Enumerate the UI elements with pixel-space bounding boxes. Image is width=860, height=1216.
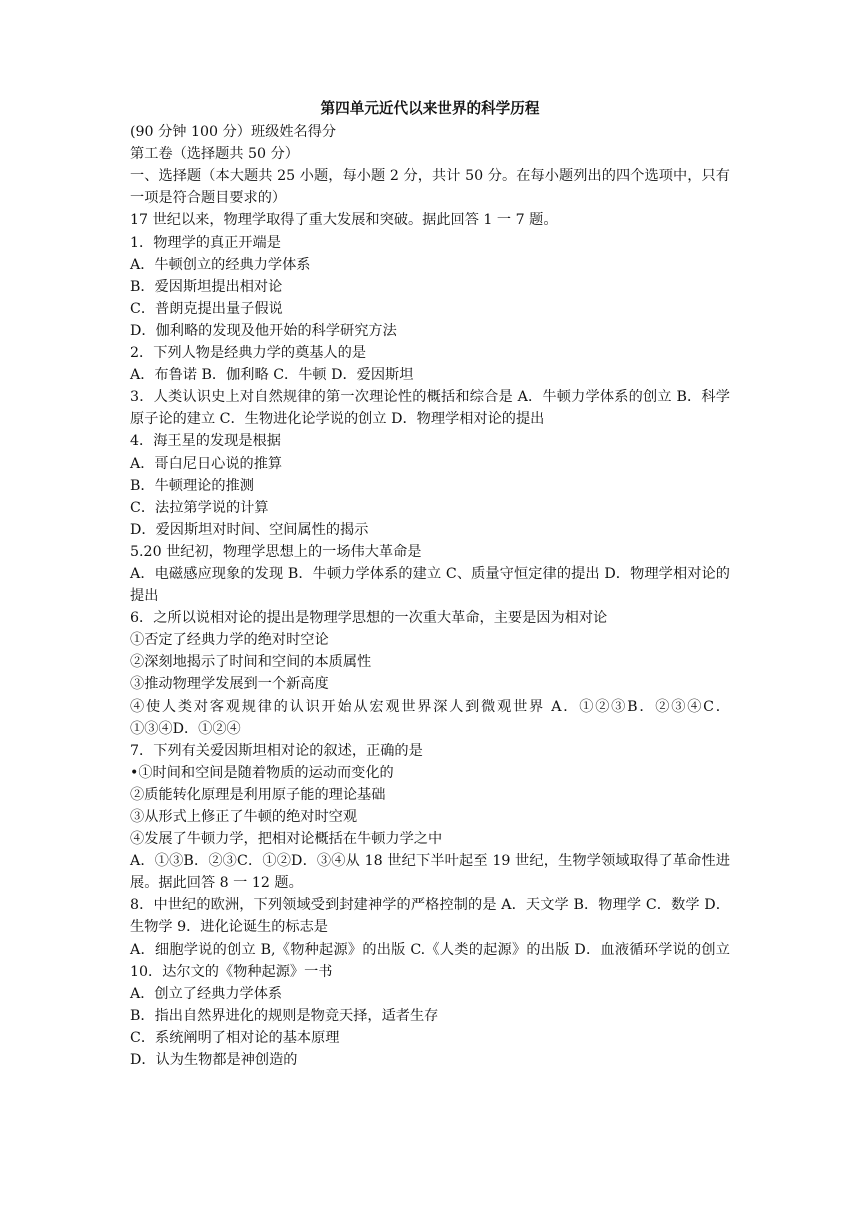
question-text: 1．物理学的真正开端是 bbox=[130, 234, 281, 251]
question-text: 8．中世纪的欧洲，下列领域受到封建神学的严格控制的是 A．天文学 B．物理学 C．数学 D．生物学 9．进化论诞生的标志是 bbox=[130, 897, 730, 936]
question-text: 3．人类认识史上对自然规律的第一次理论性的概括和综合是 A．牛顿力学体系的创立 B．科学原子论的建立 C．生物进化论学说的创立 D．物理学相对论的提出 bbox=[130, 389, 730, 428]
answer-option: A．牛顿创立的经典力学体系 bbox=[130, 256, 311, 273]
statement-item: ④发展了牛顿力学，把相对论概括在牛顿力学之中 bbox=[130, 831, 443, 848]
answer-option: D．认为生物都是神创造的 bbox=[130, 1052, 298, 1069]
statement-item: ③推动物理学发展到一个新高度 bbox=[130, 676, 329, 693]
answer-option: A．布鲁诺 B．伽利略 C．牛顿 D．爱因斯坦 bbox=[130, 367, 414, 384]
instructions: 一、选择题（本大题共 25 小题，每小题 2 分，共计 50 分。在每小题列出的四个选项中，只有一项是符合题目要求的） bbox=[130, 168, 730, 207]
document-title: 第四单元近代以来世界的科学历程 bbox=[320, 100, 540, 117]
statement-item: ②深刻地揭示了时间和空间的本质属性 bbox=[130, 654, 372, 671]
answer-option: A．创立了经典力学体系 bbox=[130, 985, 283, 1002]
answer-option: A．电磁感应现象的发现 B．牛顿力学体系的建立 C、质量守恒定律的提出 D．物理学相对论的提出 bbox=[130, 565, 730, 605]
answer-option: A．①③B．②③C．①②D．③④从 18 世纪下半叶起至 19 世纪，生物学领域取得了革命性进展。据此回答 8 一 12 题。 bbox=[130, 853, 730, 892]
answer-option: D．爱因斯坦对时间、空间属性的揭示 bbox=[130, 521, 369, 538]
document-body bbox=[130, 121, 730, 1071]
answer-option: A．哥白尼日心说的推算 bbox=[130, 455, 283, 472]
question-group-intro: 17 世纪以来，物理学取得了重大发展和突破。据此回答 1 一 7 题。 bbox=[130, 212, 558, 229]
exam-header: (90 分钟 100 分）班级姓名得分 bbox=[130, 124, 337, 141]
answer-option: B．牛顿理论的推测 bbox=[130, 477, 254, 494]
question-text: 2．下列人物是经典力学的奠基人的是 bbox=[130, 345, 367, 362]
question-text: 6．之所以说相对论的提出是物理学思想的一次重大革命，主要是因为相对论 bbox=[130, 610, 608, 627]
statement-item: ③从形式上修正了牛顿的绝对时空观 bbox=[130, 809, 358, 825]
answer-option: B．指出自然界进化的规则是物竞天择，适者生存 bbox=[130, 1007, 439, 1024]
statement-item: ①否定了经典力学的绝对时空论 bbox=[130, 632, 329, 649]
question-text: 4．海王星的发现是根据 bbox=[130, 433, 281, 450]
answer-option: C．普朗克提出量子假说 bbox=[130, 300, 283, 317]
section-heading: 第工卷（选择题共 50 分） bbox=[130, 146, 299, 163]
statement-item: ②质能转化原理是利用原子能的理论基础 bbox=[130, 786, 386, 803]
answer-option: B．爱因斯坦提出相对论 bbox=[130, 278, 283, 295]
document-page bbox=[130, 98, 730, 1071]
question-text: 7．下列有关爱因斯坦相对论的叙述，正确的是 bbox=[130, 742, 423, 759]
answer-option: C．法拉第学说的计算 bbox=[130, 499, 269, 516]
statement-item: ④使人类对客观规律的认识开始从宏观世界深人到微观世界 A．①②③B．②③④C．①③④D．①②④ bbox=[130, 698, 730, 737]
answer-option: A．细胞学说的创立 B,《物种起源》的出版 C.《人类的起源》的出版 D．血液循环学说的创立 10．达尔文的《物种起源》一书 bbox=[130, 941, 730, 980]
answer-option: C．系统阐明了相对论的基本原理 bbox=[130, 1029, 340, 1046]
question-text: 5.20 世纪初，物理学思想上的一场伟大革命是 bbox=[130, 543, 422, 560]
statement-item: •①时间和空间是随着物质的运动而变化的 bbox=[130, 764, 394, 781]
answer-option: D．伽利略的发现及他开始的科学研究方法 bbox=[130, 322, 397, 339]
